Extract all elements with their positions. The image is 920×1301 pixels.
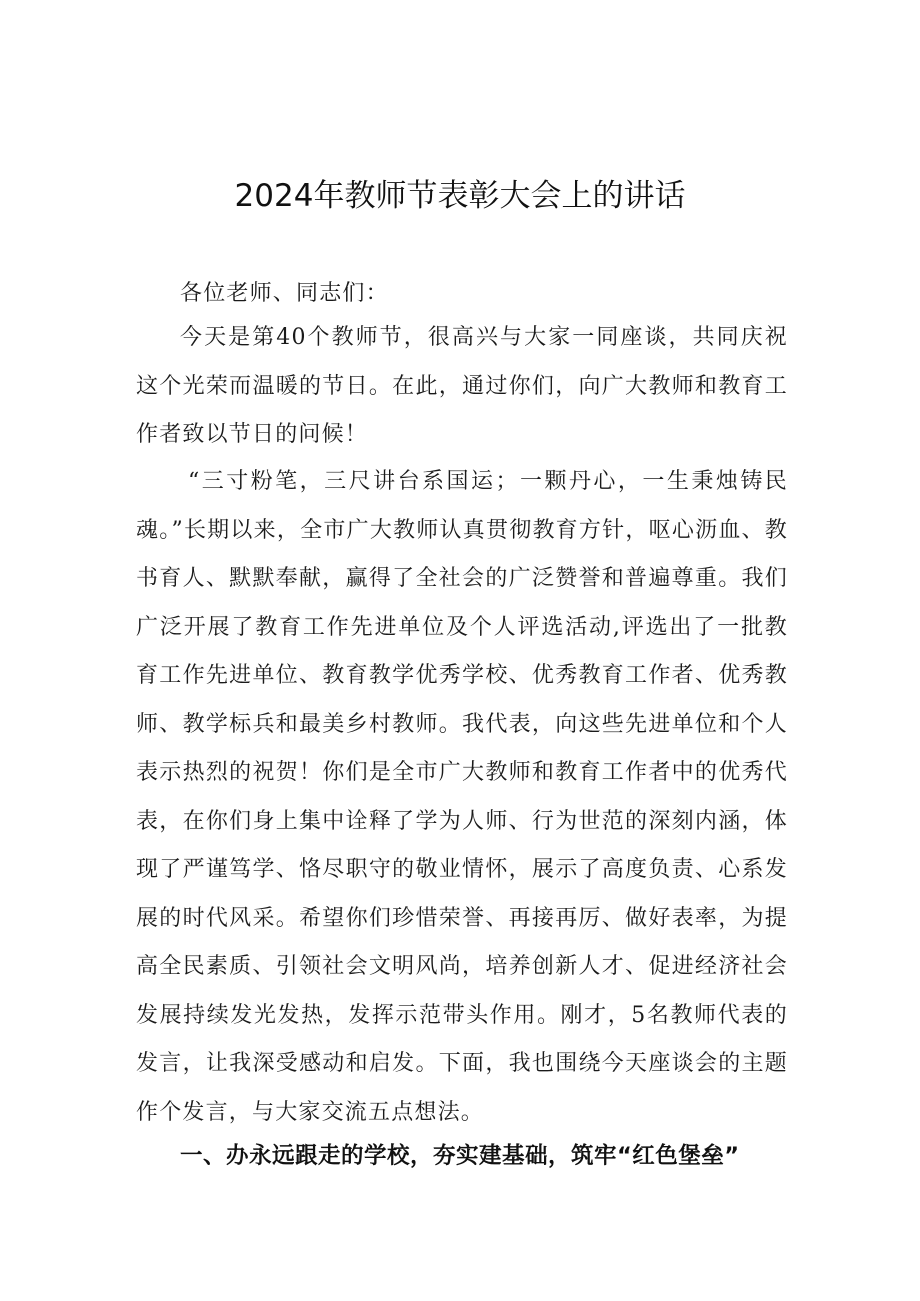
paragraph-2: “三寸粉笔，三尺讲台系国运；一颗丹心，一生秉烛铸民魂。”长期以来，全市广大教师认真贯彻教育方针，呕心沥血、教书育人、默默奉献，赢得了全社会的广泛赞誉和普遍尊重。我们广泛开展了教育工作先进单位及个人评选活动,评选出了一批教育工作先进单位、教育教学优秀学校、优秀教育工作者、优秀教师、教学标兵和最美乡村教师。我代表，向这些先进单位和个人表示热烈的祝贺！你们是全市广大教师和教育工作者中的优秀代表，在你们身上集中诠释了学为人师、行为世范的深刻内涵，体现了严谨笃学、恪尽职守的敬业情怀，展示了高度负责、心系发展的时代风采。希望你们珍惜荣誉、再接再厉、做好表率，为提高全民素质、引领社会文明风尚，培养创新人才、促进经济社会发展持续发光发热，发挥示范带头作用。刚才，5名教师代表的发言，让我深受感动和启发。下面，我也围绕今天座谈会的主题作个发言，与大家交流五点想法。 (136, 469, 788, 1125)
salutation: 各位老师、同志们： (180, 281, 389, 306)
document-title: 2024年教师节表彰大会上的讲话 (234, 178, 686, 214)
section-heading-1: 一、办永远跟走的学校，夯实建基础，筑牢“红色堡垒” (180, 1143, 740, 1169)
paragraph-1: 今天是第40个教师节，很高兴与大家一同座谈，共同庆祝这个光荣而温暖的节日。在此，通过你们，向广大教师和教育工作者致以节日的问候！ (136, 325, 788, 447)
